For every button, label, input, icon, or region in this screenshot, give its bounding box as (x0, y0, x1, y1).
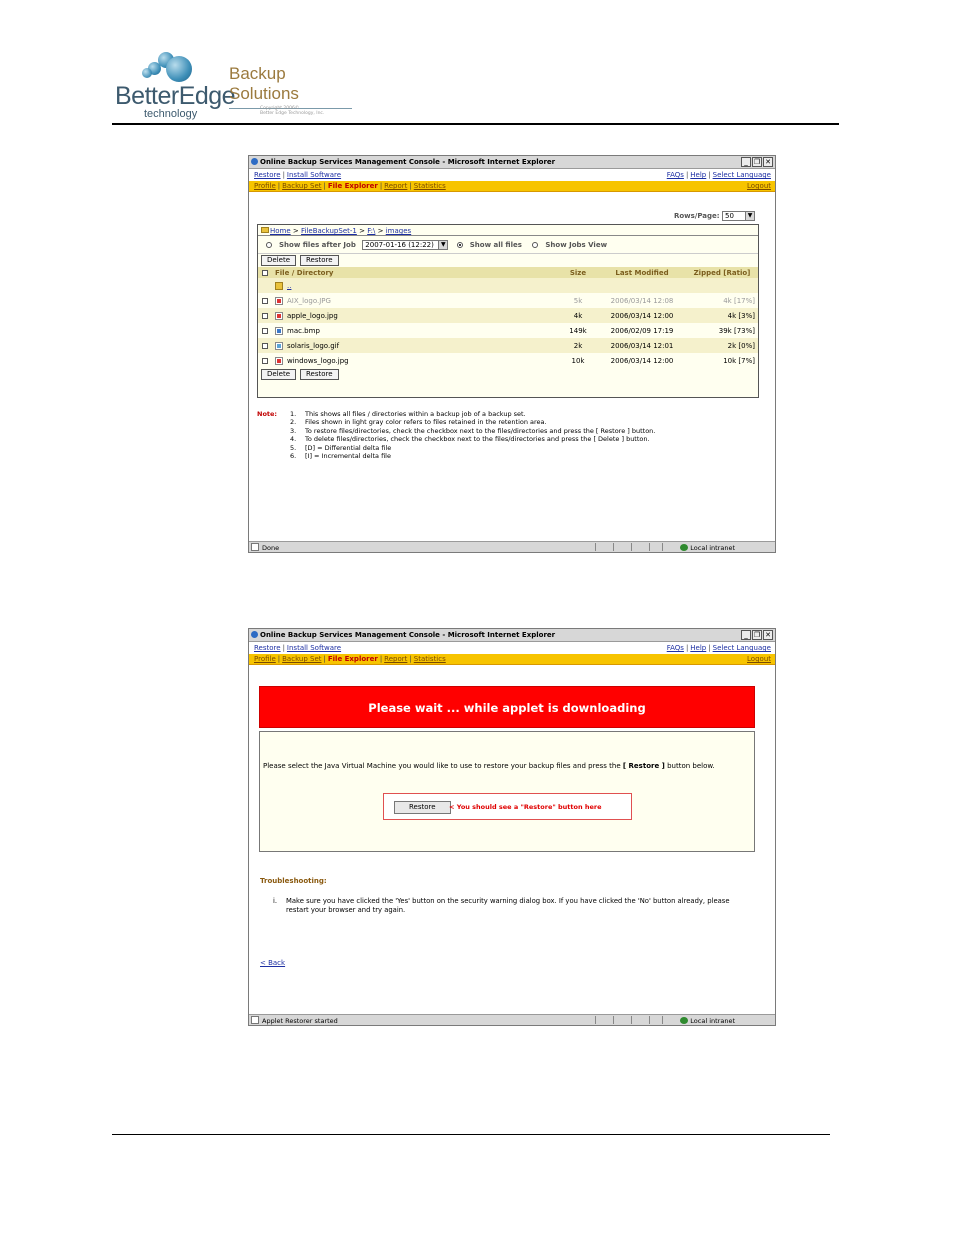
file-modified: 2006/03/14 12:00 (598, 308, 686, 323)
logo-copyright: Copyright 2006© Better Edge Technology, Inc. (260, 106, 325, 116)
page-icon (251, 543, 259, 551)
note-item: 1. This shows all files / directories within a backup job of a backup set. (290, 410, 526, 418)
note-item: 4. To delete files/directories, check the checkbox next to the files/directories and press the [ Delete ] button. (290, 435, 650, 444)
file-size: 2k (558, 338, 598, 353)
status-text: Applet Restorer started (262, 1017, 338, 1025)
breadcrumb-backupset[interactable]: FileBackupSet-1 (301, 227, 357, 235)
footer-rule (112, 1134, 830, 1135)
nav-statistics[interactable]: Statistics (413, 655, 446, 663)
note-label: Note: (257, 410, 278, 418)
column-header-size[interactable]: Size (558, 267, 598, 278)
radio-show-all-files[interactable] (457, 242, 463, 248)
nav-faqs[interactable]: FAQs (666, 171, 684, 179)
file-name[interactable]: AIX_logo.JPG (287, 296, 331, 305)
restore-button[interactable]: Restore (300, 369, 339, 380)
troubleshooting-item: i. Make sure you have clicked the 'Yes' button on the security warning dialog box. If you have clicked the 'No' button already, please restart your browser and try again. (273, 897, 730, 914)
nav-backup-set[interactable]: Backup Set (282, 655, 322, 663)
chevron-down-icon: ▼ (438, 241, 447, 249)
file-name[interactable]: mac.bmp (287, 326, 320, 335)
header-rule (112, 123, 839, 125)
breadcrumb: Home > FileBackupSet-1 > F:\ > images (258, 225, 758, 236)
note-item: 5. [D] = Differential delta file (290, 443, 392, 452)
ie-icon (251, 631, 258, 638)
file-name[interactable]: windows_logo.jpg (287, 356, 349, 365)
main-nav: Profile | Backup Set | File Explorer | Report | Statistics Logout (249, 181, 775, 191)
close-button[interactable]: ✕ (763, 630, 773, 640)
file-zipped: 2k [0%] (686, 338, 758, 353)
nav-select-language[interactable]: Select Language (712, 644, 771, 652)
nav-restore[interactable]: Restore (254, 644, 281, 652)
select-all-checkbox[interactable] (262, 270, 268, 276)
folder-icon (261, 227, 269, 233)
column-header-zipped[interactable]: Zipped [Ratio] (686, 267, 758, 278)
folder-up-icon[interactable] (275, 282, 283, 290)
row-checkbox[interactable] (262, 313, 268, 319)
nav-file-explorer[interactable]: File Explorer (327, 655, 378, 663)
nav-install-software[interactable]: Install Software (286, 644, 342, 652)
row-checkbox[interactable] (262, 343, 268, 349)
delete-button[interactable]: Delete (261, 369, 296, 380)
nav-select-language[interactable]: Select Language (712, 171, 771, 179)
breadcrumb-home[interactable]: Home (270, 227, 291, 235)
nav-profile[interactable]: Profile (254, 655, 276, 663)
table-row[interactable] (258, 293, 758, 308)
gif-file-icon (275, 342, 283, 350)
file-table (258, 267, 758, 368)
close-button[interactable]: ✕ (763, 157, 773, 167)
applet-download-banner: Please wait ... while applet is downloading (259, 686, 755, 728)
nav-report[interactable]: Report (384, 182, 408, 190)
table-row-parent (258, 278, 758, 293)
nav-install-software[interactable]: Install Software (286, 171, 342, 179)
view-filter (258, 236, 758, 253)
main-nav: Profile | Backup Set | File Explorer | Report | Statistics Logout (249, 654, 775, 664)
rows-per-page-select[interactable]: 50 ▼ (722, 211, 755, 221)
logo-ball (166, 56, 192, 82)
back-link[interactable]: < Back (260, 959, 286, 967)
column-header-name[interactable]: File / Directory (272, 267, 558, 278)
file-zipped: 4k [3%] (686, 308, 758, 323)
nav-help[interactable]: Help (690, 171, 707, 179)
rows-per-page-label: Rows/Page: (673, 212, 720, 220)
nav-profile[interactable]: Profile (254, 182, 276, 190)
window-title: Online Backup Services Management Console - Microsoft Internet Explorer (260, 631, 556, 639)
company-logo (112, 48, 352, 124)
file-zipped: 10k [7%] (723, 356, 755, 365)
show-after-job-label: Show files after Job (279, 241, 356, 249)
breadcrumb-drive[interactable]: F:\ (367, 227, 376, 235)
file-name[interactable]: apple_logo.jpg (287, 311, 338, 320)
table-row[interactable] (258, 338, 758, 353)
parent-directory-link[interactable]: .. (287, 281, 292, 290)
jpg-file-icon (275, 357, 283, 365)
nav-faqs[interactable]: FAQs (666, 644, 684, 652)
troubleshooting-title: Troubleshooting: (260, 877, 327, 885)
restore-button[interactable]: Restore (300, 255, 339, 266)
restore-window-button[interactable]: ❐ (753, 158, 761, 166)
minimize-button[interactable]: _ (741, 630, 751, 640)
applet-restore-button[interactable]: Restore (394, 801, 451, 814)
restore-hint: < You should see a "Restore" button here (449, 803, 602, 811)
file-size: 4k (558, 308, 598, 323)
status-bar (249, 1014, 775, 1025)
note-item: 2. Files shown in light gray color refers to files retained in the retention area. (290, 418, 547, 427)
table-row[interactable] (258, 308, 758, 323)
file-explorer-panel (257, 224, 759, 398)
nav-statistics[interactable]: Statistics (413, 182, 446, 190)
note-item: 3. To restore files/directories, check the checkbox next to the files/directories and press the [ Restore ] button. (290, 426, 656, 435)
file-name[interactable]: solaris_logo.gif (287, 341, 340, 350)
browser-window-file-explorer (248, 155, 776, 553)
file-size: 5k (573, 296, 583, 305)
row-checkbox[interactable] (262, 298, 268, 304)
file-modified: 2006/03/14 12:00 (610, 356, 674, 365)
nav-restore[interactable]: Restore (254, 171, 281, 179)
top-nav: Restore | Install Software FAQs | Help | Select Language (249, 169, 775, 181)
applet-placeholder (383, 793, 632, 820)
note-item: 6. [I] = Incremental delta file (290, 452, 391, 461)
browser-window-applet (248, 628, 776, 1026)
job-select[interactable]: 2007-01-16 (12:22) ▼ (362, 240, 448, 250)
file-toolbar-top (258, 253, 758, 267)
nav-report[interactable]: Report (384, 655, 408, 663)
intranet-icon (680, 1017, 688, 1024)
jvm-instructions: Please select the Java Virtual Machine you would like to use to restore your backup files and press the [ Restore ] button below. (263, 762, 715, 770)
jvm-select-box (259, 731, 755, 852)
column-header-modified[interactable]: Last Modified (598, 267, 686, 278)
table-row[interactable] (258, 323, 758, 338)
row-checkbox[interactable] (262, 328, 268, 334)
logout-link[interactable]: Logout (747, 655, 771, 663)
row-checkbox[interactable] (262, 358, 268, 364)
title-bar (249, 629, 775, 642)
notes (257, 410, 655, 460)
file-modified: 2006/03/14 12:01 (598, 338, 686, 353)
logo-brand: BetterEdge (115, 82, 236, 110)
title-bar (249, 156, 775, 169)
zone-text: Local intranet (690, 1017, 735, 1025)
jpg-file-icon (275, 312, 283, 320)
intranet-icon (680, 544, 688, 551)
note-list (290, 410, 655, 460)
status-text: Done (262, 544, 280, 552)
nav-help[interactable]: Help (690, 644, 707, 652)
file-size: 149k (569, 326, 587, 335)
file-toolbar-bottom (258, 368, 758, 382)
radio-show-jobs-view[interactable] (532, 242, 538, 248)
logo-ball (142, 68, 152, 78)
file-size: 10k (571, 356, 585, 365)
page-icon (251, 1016, 259, 1024)
file-zipped: 4k [17%] (723, 296, 755, 305)
breadcrumb-images[interactable]: images (385, 227, 412, 235)
top-nav: Restore | Install Software FAQs | Help | Select Language (249, 642, 775, 654)
delete-button[interactable]: Delete (261, 255, 296, 266)
minimize-button[interactable]: _ (741, 157, 751, 167)
bmp-file-icon (275, 327, 283, 335)
logout-link[interactable]: Logout (747, 182, 771, 190)
file-modified: 2006/03/14 12:08 (610, 296, 674, 305)
logo-brand-sub: technology (144, 108, 198, 120)
chevron-down-icon: ▼ (745, 212, 754, 220)
logo-product: Backup Solutions (229, 64, 352, 109)
radio-show-after-job[interactable] (266, 242, 272, 248)
jpg-file-icon (275, 297, 283, 305)
show-all-files-label: Show all files (469, 241, 522, 249)
zone-text: Local intranet (690, 544, 735, 552)
restore-window-button[interactable]: ❐ (753, 631, 761, 639)
window-title: Online Backup Services Management Console - Microsoft Internet Explorer (260, 158, 556, 166)
nav-file-explorer[interactable]: File Explorer (327, 182, 378, 190)
ie-icon (251, 158, 258, 165)
file-modified: 2006/02/09 17:19 (610, 326, 674, 335)
rows-per-page (674, 211, 755, 221)
file-zipped: 39k [73%] (718, 326, 755, 335)
status-bar (249, 541, 775, 552)
show-jobs-view-label: Show Jobs View (545, 241, 608, 249)
nav-backup-set[interactable]: Backup Set (282, 182, 322, 190)
table-row[interactable] (258, 353, 758, 368)
